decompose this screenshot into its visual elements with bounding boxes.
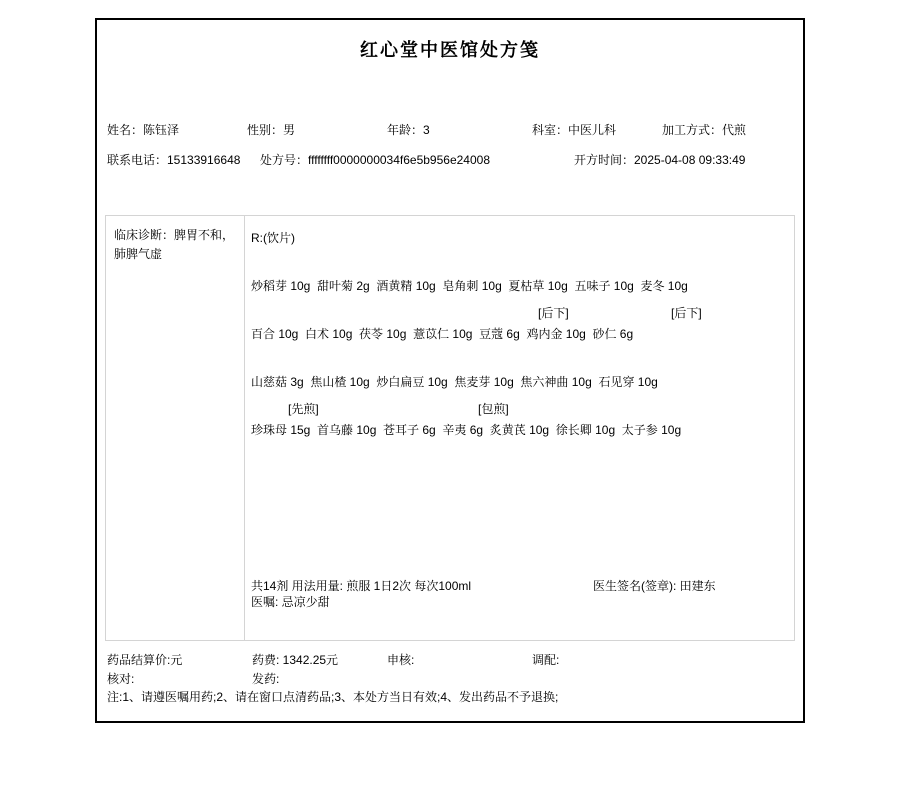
annotation-row-1: [245, 306, 794, 320]
patient-info-row-2: [97, 153, 803, 169]
prescription-box: [105, 215, 795, 641]
herb-line-1: 炒稻芽 10g 甜叶菊 2g 酒黄精 10g 皂角刺 10g 夏枯草 10g 五味子 10g 麦冬 10g: [251, 279, 688, 293]
prescription-sheet: [95, 18, 805, 723]
dispense-field: 发药:: [252, 672, 280, 686]
prescription-time: 开方时间：2025-04-08 09:33:49: [574, 153, 746, 167]
settlement-price: 药品结算价:元: [107, 653, 183, 667]
annotation-row-2: [245, 402, 794, 416]
rx-header: R:(饮片): [251, 231, 295, 245]
processing-method: 加工方式：代煎: [662, 123, 747, 137]
decoction-note-houxia-1: [后下]: [538, 306, 569, 320]
clinical-diagnosis: 临床诊断：脾胃不和，肺脾气虚: [106, 216, 245, 640]
prescription-content: [245, 216, 794, 640]
footer-row-1: [97, 653, 803, 669]
medicine-fee: 药费: 1342.25元: [252, 653, 339, 667]
herb-line-3: 山慈菇 3g 焦山楂 10g 炒白扁豆 10g 焦麦芽 10g 焦六神曲 10g 石见穿 10g: [251, 375, 658, 389]
footer-row-2: [97, 672, 803, 688]
usage-instructions: 共14剂 用法用量: 煎服 1日2次 每次100ml: [251, 579, 472, 593]
footer-note: 注:1、请遵医嘱用药;2、请在窗口点清药品;3、本处方当日有效;4、发出药品不予退换;: [107, 690, 559, 704]
doctor-signature: 医生签名(签章): 田建东: [593, 579, 716, 593]
prepare-field: 调配:: [532, 653, 560, 667]
review-field: 申核:: [387, 653, 415, 667]
contact-phone: 联系电话：15133916648: [107, 153, 241, 167]
patient-info-row-1: [97, 123, 803, 139]
herb-line-2: 百合 10g 白术 10g 茯苓 10g 薏苡仁 10g 豆蔻 6g 鸡内金 10g 砂仁 6g: [251, 327, 634, 341]
patient-gender: 性别：男: [247, 123, 296, 137]
page-title: 红心堂中医馆处方笺: [360, 40, 540, 60]
department: 科室：中医儿科: [532, 123, 617, 137]
check-field: 核对:: [107, 672, 135, 686]
herb-line-4: 珍珠母 15g 首乌藤 10g 苍耳子 6g 辛夷 6g 炙黄芪 10g 徐长卿 10g 太子参 10g: [251, 423, 682, 437]
decoction-note-xianjian: [先煎]: [288, 402, 319, 416]
decoction-note-baojian: [包煎]: [478, 402, 509, 416]
medical-advice: 医嘱: 忌凉少甜: [251, 595, 330, 609]
prescription-number: 处方号：ffffffff0000000034f6e5b956e24008: [260, 153, 490, 167]
patient-age: 年龄：3: [387, 123, 430, 137]
patient-name: 姓名：陈钰泽: [107, 123, 180, 137]
decoction-note-houxia-2: [后下]: [671, 306, 702, 320]
